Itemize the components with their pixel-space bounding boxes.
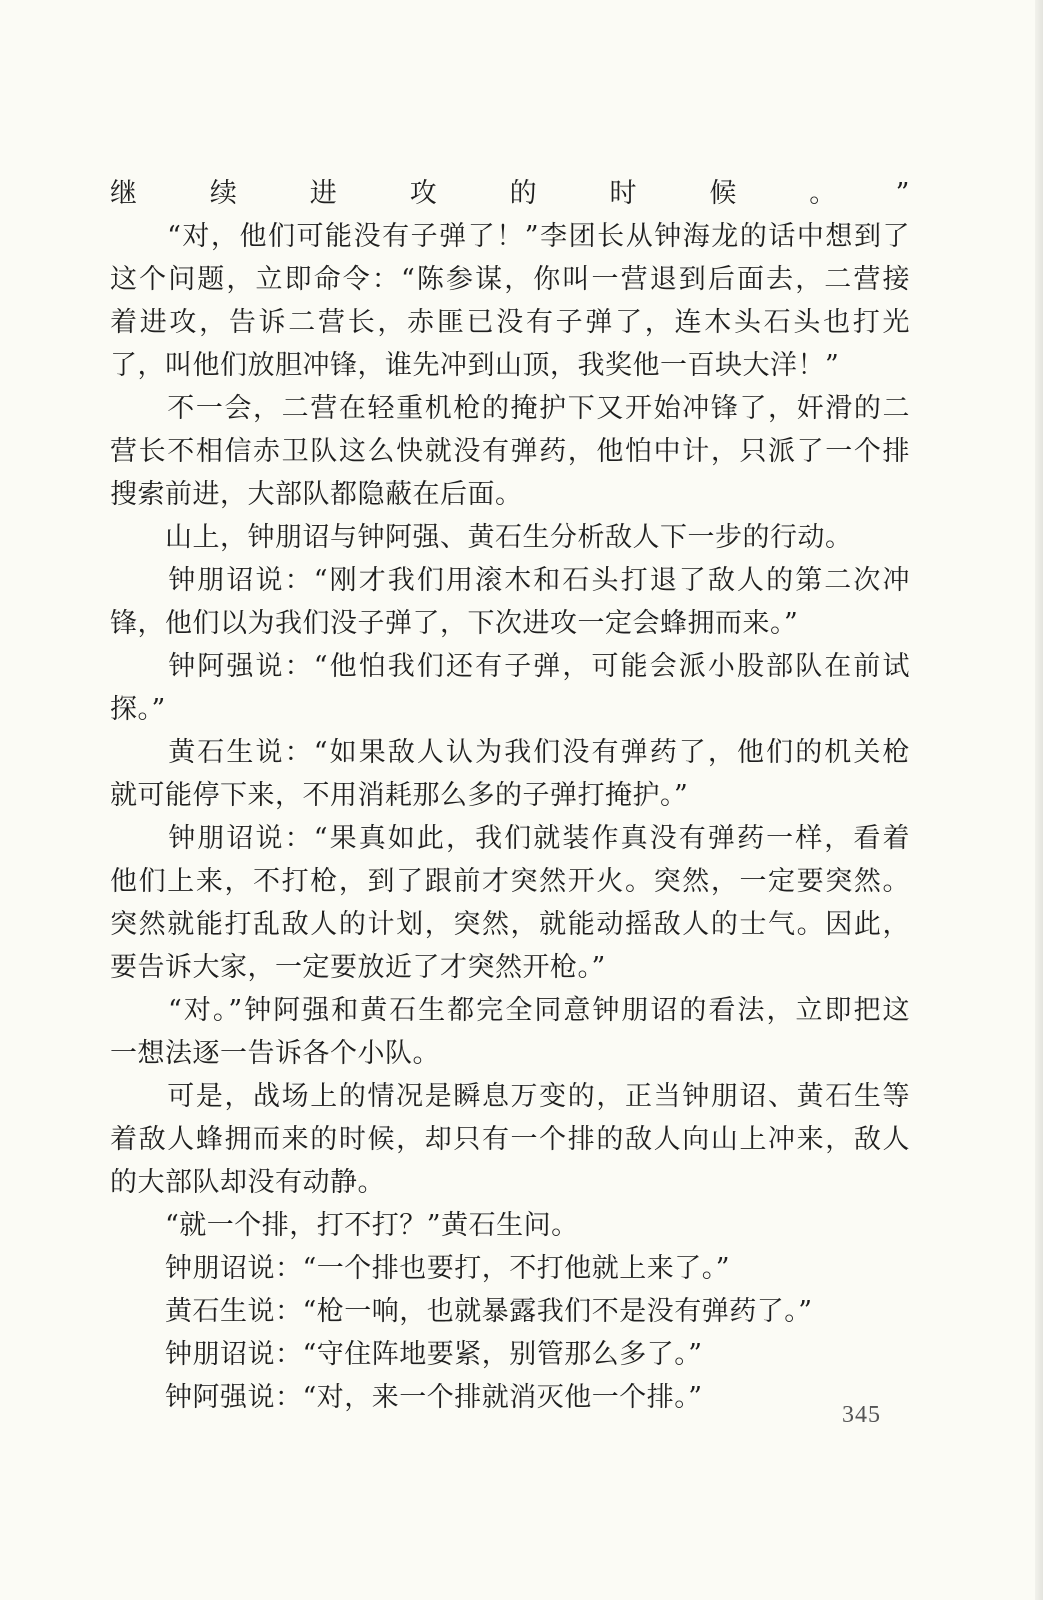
text-line-17: 他们上来，不打枪，到了跟前才突然开火。突然，一定要突然。 (110, 866, 910, 897)
text-line-22: 可是，战场上的情况是瞬息万变的，正当钟朋诏、黄石生等 (110, 1081, 910, 1112)
text-line-21: 一想法逐一告诉各个小队。 (110, 1038, 440, 1069)
text-line-11: 锋，他们以为我们没子弹了，下次进攻一定会蜂拥而来。” (110, 608, 799, 639)
text-line-20: “对。”钟阿强和黄石生都完全同意钟朋诏的看法，立即把这 (110, 995, 910, 1026)
text-line-26: 钟朋诏说：“一个排也要打，不打他就上来了。” (110, 1253, 731, 1284)
text-line-9: 山上，钟朋诏与钟阿强、黄石生分析敌人下一步的行动。 (110, 522, 853, 553)
text-line-25: “就一个排，打不打？”黄石生问。 (110, 1210, 579, 1241)
text-line-18: 突然就能打乱敌人的计划，突然，就能动摇敌人的士气。因此， (110, 909, 910, 940)
scan-edge (1035, 0, 1043, 1600)
text-line-4: 着进攻，告诉二营长，赤匪已没有子弹了，连木头石头也打光 (110, 307, 910, 338)
text-line-2: “对，他们可能没有子弹了！”李团长从钟海龙的话中想到了 (110, 221, 910, 252)
text-line-7: 营长不相信赤卫队这么快就没有弹药，他怕中计，只派了一个排 (110, 436, 910, 467)
text-line-12: 钟阿强说：“他怕我们还有子弹，可能会派小股部队在前试 (110, 651, 910, 682)
text-line-15: 就可能停下来，不用消耗那么多的子弹打掩护。” (110, 780, 689, 811)
text-line-23: 着敌人蜂拥而来的时候，却只有一个排的敌人向山上冲来，敌人 (110, 1124, 910, 1155)
text-line-24: 的大部队却没有动静。 (110, 1167, 385, 1198)
text-line-16: 钟朋诏说：“果真如此，我们就装作真没有弹药一样，看着 (110, 823, 910, 854)
text-line-10: 钟朋诏说：“刚才我们用滚木和石头打退了敌人的第二次冲 (110, 565, 910, 596)
text-line-13: 探。” (110, 694, 166, 725)
text-line-19: 要告诉大家，一定要放近了才突然开枪。” (110, 952, 606, 983)
text-line-14: 黄石生说：“如果敌人认为我们没有弹药了，他们的机关枪 (110, 737, 910, 768)
text-line-28: 钟朋诏说：“守住阵地要紧，别管那么多了。” (110, 1339, 703, 1370)
text-line-6: 不一会，二营在轻重机枪的掩护下又开始冲锋了，奸滑的二 (110, 393, 910, 424)
text-line-27: 黄石生说：“枪一响，也就暴露我们不是没有弹药了。” (110, 1296, 813, 1327)
text-line-5: 了，叫他们放胆冲锋，谁先冲到山顶，我奖他一百块大洋！” (110, 350, 840, 381)
text-line-29: 钟阿强说：“对，来一个排就消灭他一个排。” (110, 1382, 703, 1413)
text-line-3: 这个问题，立即命令：“陈参谋，你叫一营退到后面去，二营接 (110, 264, 910, 295)
text-line-1: 继续进攻的时候。” (110, 178, 910, 209)
page-number: 345 (842, 1402, 881, 1428)
text-line-8: 搜索前进，大部队都隐蔽在后面。 (110, 479, 523, 510)
